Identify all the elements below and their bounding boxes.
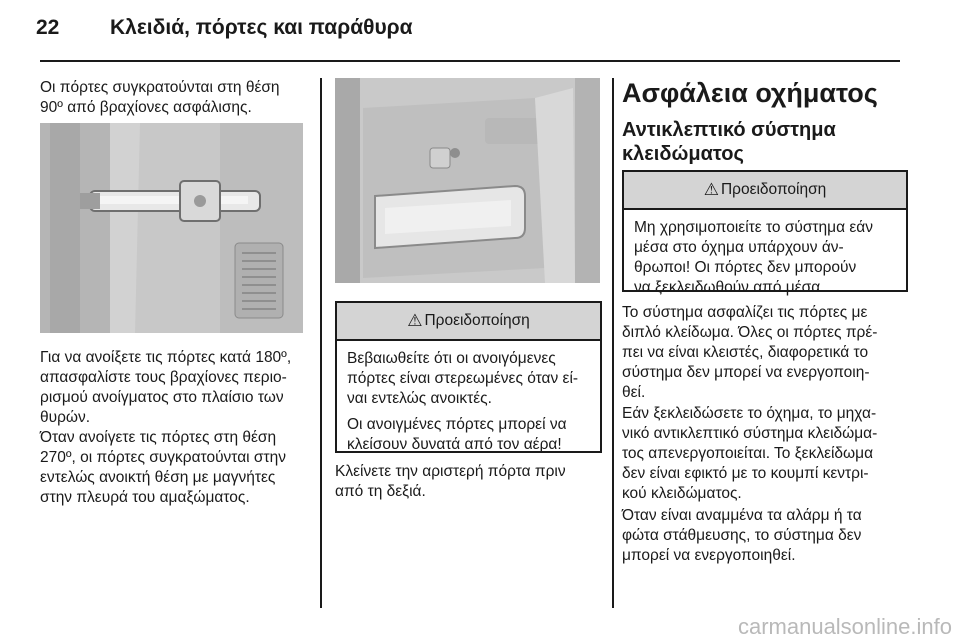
text-line: φώτα στάθμευσης, το σύστημα δεν <box>622 527 862 544</box>
chapter-title: Κλειδιά, πόρτες και παράθυρα <box>110 16 413 39</box>
page-number: 22 <box>36 16 60 39</box>
paragraph <box>40 428 286 508</box>
door-check-strap-illustration <box>40 123 303 333</box>
text-line: νικό αντικλεπτικό σύστημα κλειδώμα- <box>622 425 878 442</box>
text-line: Μη χρησιμοποιείτε το σύστημα εάν <box>634 219 873 236</box>
text-line: μπορεί να ενεργοποιηθεί. <box>622 547 796 564</box>
warning-paragraph <box>347 415 590 455</box>
intro-paragraph <box>40 78 280 118</box>
text-line: 90º από βραχίονες ασφάλισης. <box>40 99 252 116</box>
door-stay-figure <box>40 123 303 333</box>
text-line: πει να είναι κλειστές, διαφορετικά το <box>622 344 869 361</box>
van-rear-door-illustration <box>335 78 600 283</box>
text-line: διπλό κλείδωμα. Όλες οι πόρτες πρέ- <box>622 324 878 341</box>
text-line: Κλείνετε την αριστερή πόρτα πριν <box>335 463 566 480</box>
warning-box <box>622 170 908 296</box>
text-line: Οι πόρτες συγκρατούνται στη θέση <box>40 79 280 96</box>
text-line: Αντικλεπτικό σύστημα <box>622 119 836 141</box>
text-line: 270º, οι πόρτες συγκρατούνται στην <box>40 449 286 466</box>
text-line: Οι ανοιγμένες πόρτες μπορεί να <box>347 416 567 433</box>
paragraph <box>622 404 877 504</box>
warning-title: Προειδοποίηση <box>424 312 530 329</box>
paragraph <box>622 506 862 566</box>
text-line: Βεβαιωθείτε ότι οι ανοιγόμενες <box>347 350 556 367</box>
text-line: να ξεκλειδωθούν από μέσα. <box>634 279 825 296</box>
text-line: Όταν είναι αναμμένα τα αλάρμ ή τα <box>622 507 862 524</box>
warning-body <box>624 210 906 304</box>
column-divider <box>612 78 614 608</box>
paragraph <box>40 348 291 428</box>
text-line: θεί. <box>622 384 646 401</box>
text-line: ρισμού ανοίγματος στο πλαίσιο των <box>40 389 284 406</box>
text-line: κλείσουν δυνατά από τον αέρα! <box>347 436 562 453</box>
warning-box <box>335 301 602 453</box>
warning-body <box>337 341 600 467</box>
header-rule <box>40 60 900 62</box>
warning-title-bar <box>337 303 600 341</box>
text-line: Για να ανοίξετε τις πόρτες κατά 180º, <box>40 349 292 366</box>
text-line: από τη δεξιά. <box>335 483 426 500</box>
text-line: δεν είναι εφικτό με το κουμπί κεντρι- <box>622 465 869 482</box>
text-line: εντελώς ανοικτή θέση με μαγνήτες <box>40 469 276 486</box>
paragraph <box>335 462 566 502</box>
text-line: πόρτες είναι στερεωμένες όταν εί- <box>347 370 579 387</box>
text-line: Όταν ανοίγετε τις πόρτες στη θέση <box>40 429 277 446</box>
warning-triangle-icon: ⚠ <box>703 180 719 199</box>
text-line: τος απενεργοποιείται. Το ξεκλείδωμα <box>622 445 874 462</box>
text-line: απασφαλίστε τους βραχίονες περιο- <box>40 369 287 386</box>
paragraph <box>622 303 877 403</box>
rear-door-figure <box>335 78 600 283</box>
warning-title: Προειδοποίηση <box>720 181 827 198</box>
text-line: θυρών. <box>40 409 91 426</box>
column-divider <box>320 78 322 608</box>
text-line: στην πλευρά του αμαξώματος. <box>40 489 250 506</box>
section-heading: Ασφάλεια οχήματος <box>622 78 878 108</box>
subsection-heading <box>622 118 836 166</box>
text-line: Εάν ξεκλειδώσετε το όχημα, το μηχα- <box>622 405 877 422</box>
warning-triangle-icon: ⚠ <box>407 311 423 330</box>
page-header <box>0 0 960 62</box>
warning-paragraph <box>347 349 590 409</box>
text-line: κλειδώματος <box>622 143 744 165</box>
text-line: μέσα στο όχημα υπάρχουν άν- <box>634 239 844 256</box>
text-line: κού κλειδώματος. <box>622 485 742 502</box>
watermark: carmanualsonline.info <box>737 614 952 639</box>
text-line: ναι εντελώς ανοικτές. <box>347 390 492 407</box>
text-line: Το σύστημα ασφαλίζει τις πόρτες με <box>622 304 868 321</box>
text-line: θρωποι! Οι πόρτες δεν μπορούν <box>634 259 857 276</box>
text-line: σύστημα δεν μπορεί να ενεργοποιη- <box>622 364 870 381</box>
warning-title-bar <box>624 172 906 210</box>
